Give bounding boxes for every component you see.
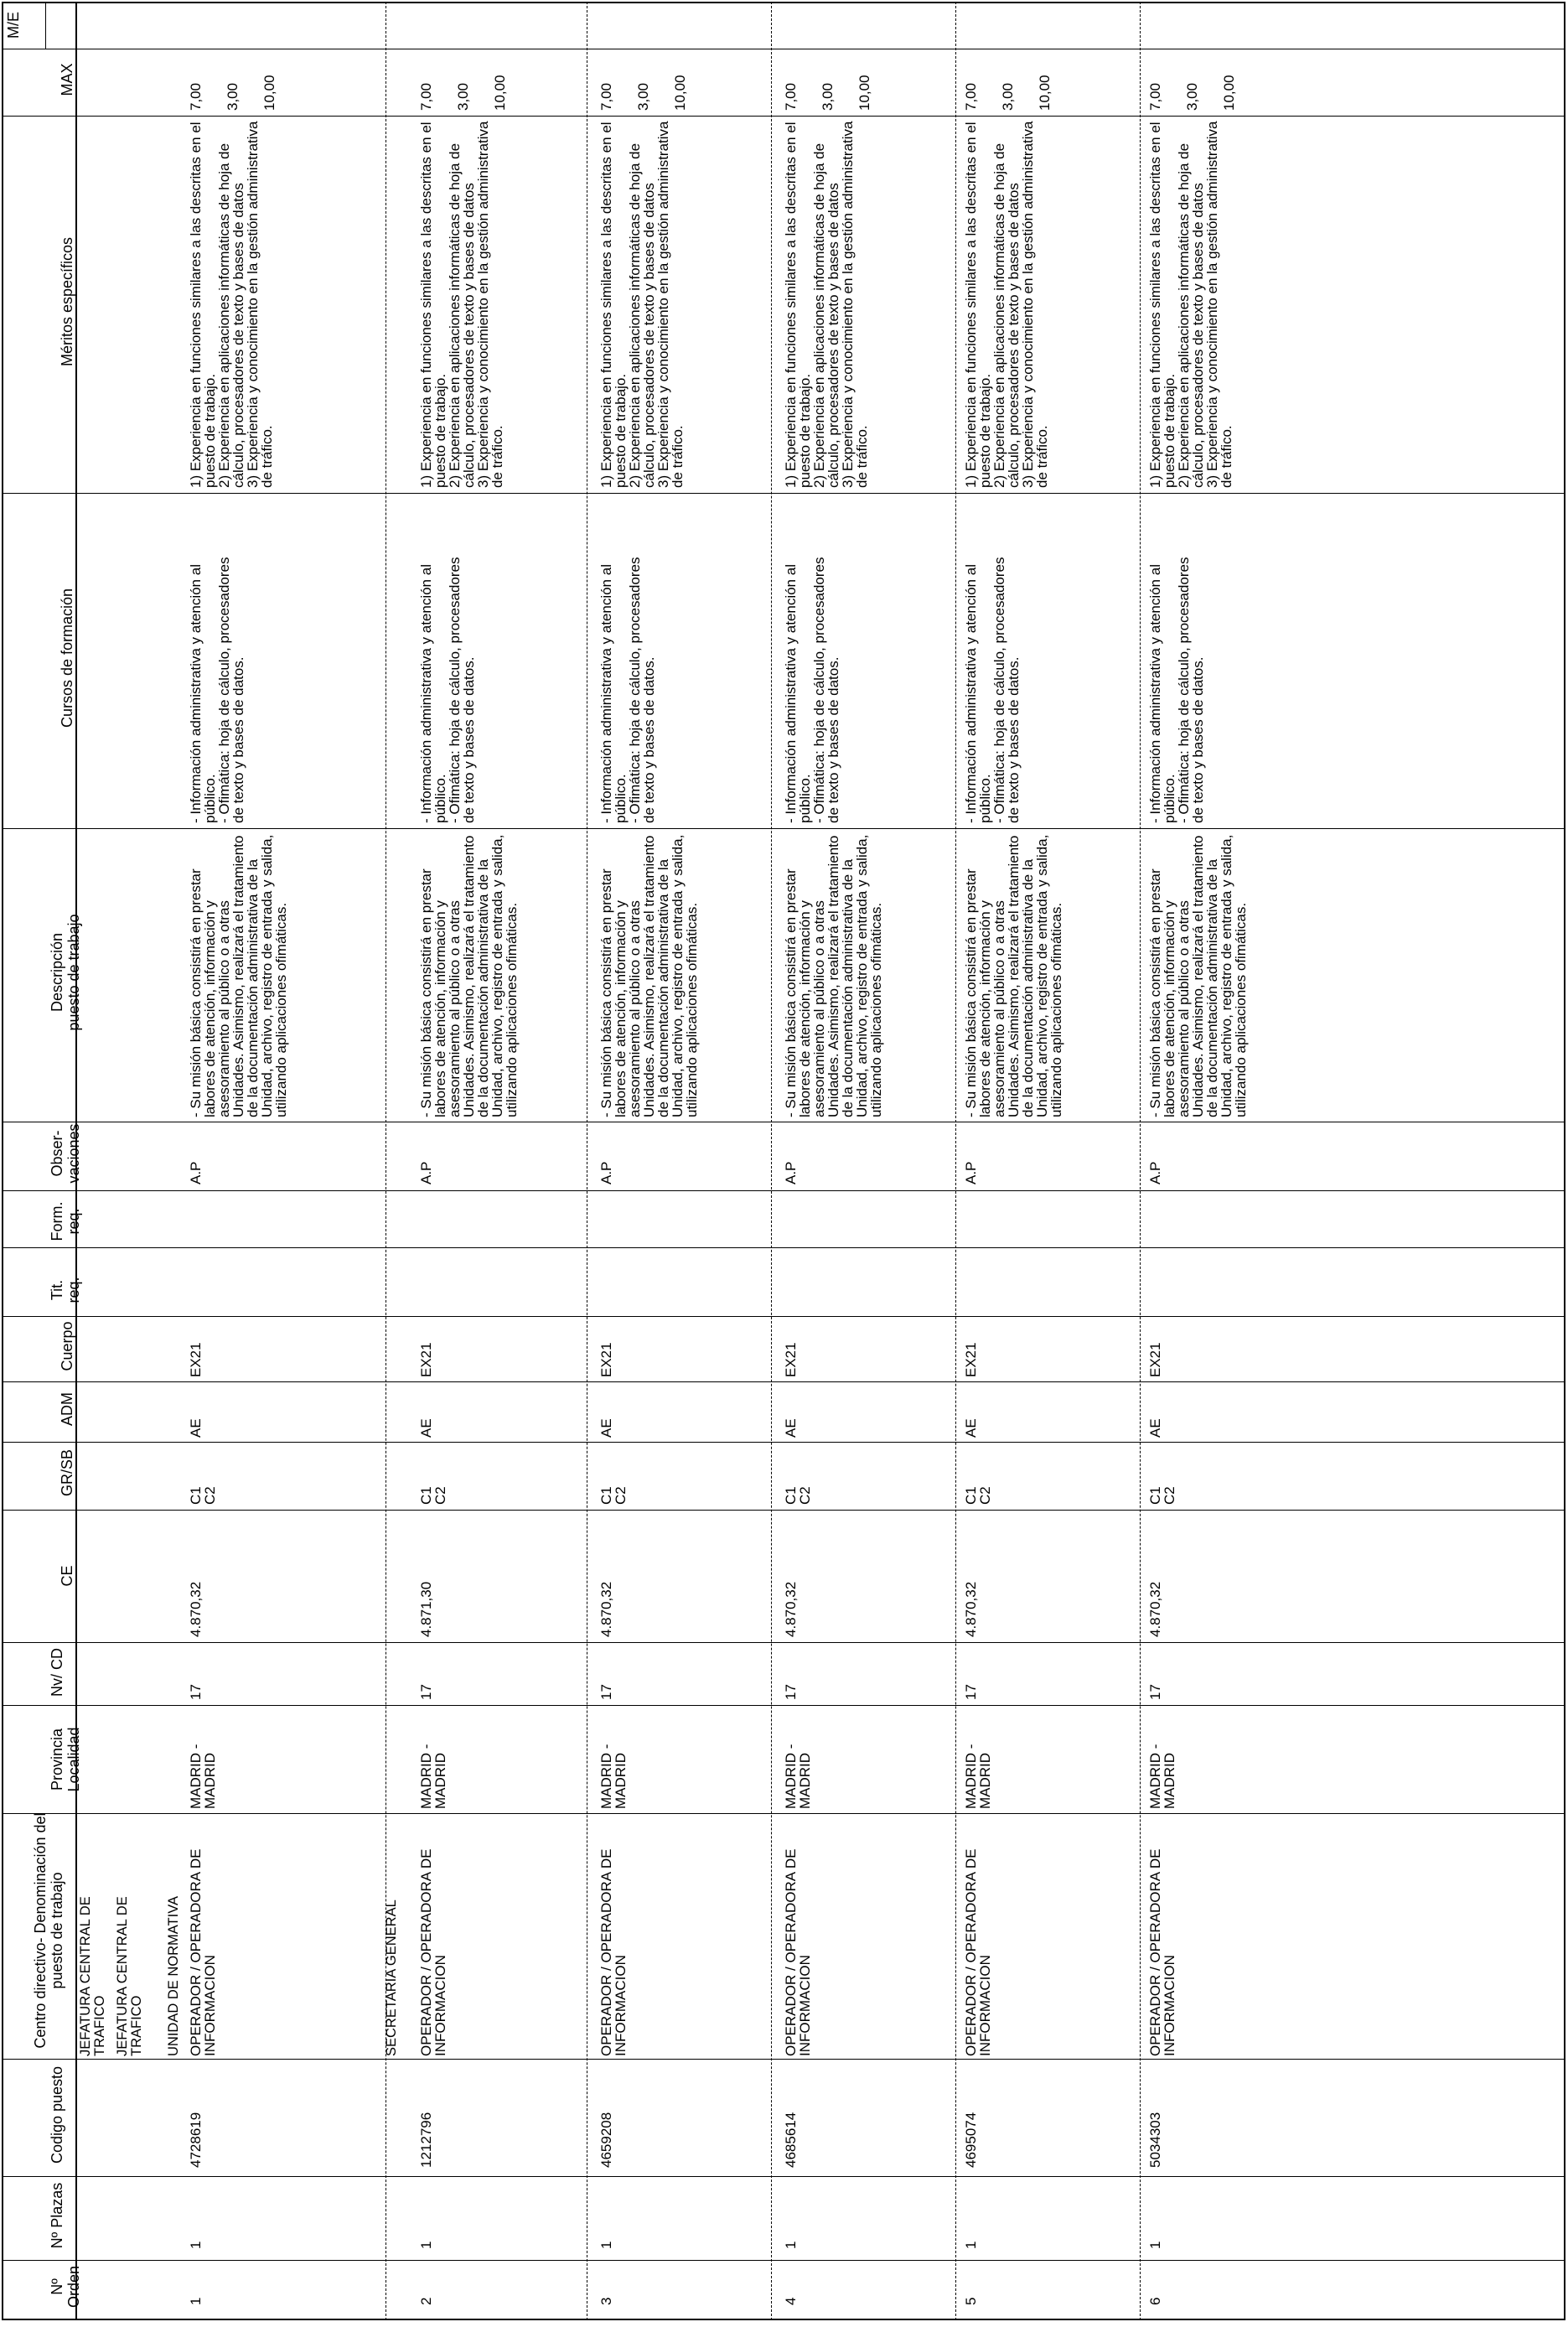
cell-grsb: C1 C2 (418, 1486, 448, 1505)
grid-line (2, 2, 1565, 3)
cell-codigo: 1212796 (418, 2112, 434, 2168)
cell-meritos: 1) Experiencia en funciones similares a las descritas en el puesto de trabajo. 2) Experiencia en aplicaciones informáticas de hoja de cálculo, procesadores de texto y bases de datos 3) Experiencia y conocimiento en la gestión administrativa de tráfico. (1147, 121, 1234, 488)
cell-codigo: 4659208 (598, 2112, 614, 2168)
cell-ce: 4.870,32 (783, 1581, 799, 1637)
cell-max-2: 3,00 (455, 82, 471, 111)
org-secretaria: SECRETARIA GENERAL (384, 1899, 399, 2056)
grid-line (2, 1190, 1565, 1191)
header-tit: Tit. req. (49, 1277, 82, 1303)
grid-line (2, 1247, 1565, 1248)
cell-adm: AE (188, 1418, 204, 1438)
header-cursos: Cursos de formación (59, 588, 75, 728)
grid-line (2, 1642, 1565, 1643)
cell-meritos: 1) Experiencia en funciones similares a las descritas en el puesto de trabajo. 2) Experiencia en aplicaciones informáticas de hoja de cálculo, procesadores de texto y bases de datos 3) Experiencia y conocimiento en la gestión administrativa de tráfico. (598, 121, 686, 488)
cell-meritos: 1) Experiencia en funciones similares a las descritas en el puesto de trabajo. 2) Experiencia en aplicaciones informáticas de hoja de cálculo, procesadores de texto y bases de datos 3) Experiencia y conocimiento en la gestión administrativa de tráfico. (963, 121, 1050, 488)
cell-descripcion: - Su misión básica consistirá en prestar labores de atención, información y asesoramiento al público o a otras Unidades. Asimismo, realizará el tratamiento de la documentación administrativa de la Unidad, archivo, registro de entrada y salida, utilizando aplicaciones ofimáticas. (783, 834, 884, 1117)
header-max: MAX (59, 63, 75, 96)
cell-cursos: - Información administrativa y atención al público. - Ofimática: hoja de cálculo, procesadores de texto y bases de datos. (418, 557, 477, 823)
grid-line (2, 1813, 1565, 1814)
header-codigo: Codigo puesto (49, 2065, 65, 2164)
cell-max-3: 10,00 (672, 75, 688, 111)
cell-max-3: 10,00 (856, 75, 872, 111)
cell-max-2: 3,00 (820, 82, 836, 111)
grid-line (2, 1442, 1565, 1443)
org-jefatura-2: JEFATURA CENTRAL DE TRAFICO (115, 1896, 144, 2056)
cell-meritos: 1) Experiencia en funciones similares a las descritas en el puesto de trabajo. 2) Experiencia en aplicaciones informáticas de hoja de cálculo, procesadores de texto y bases de datos 3) Experiencia y conocimiento en la gestión administrativa de tráfico. (418, 121, 505, 488)
cell-cuerpo: EX21 (783, 1342, 799, 1377)
cell-obs: A.P (1147, 1161, 1163, 1184)
cell-denominacion: OPERADOR / OPERADORA DE INFORMACION (783, 1848, 813, 2056)
cell-cursos: - Información administrativa y atención al público. - Ofimática: hoja de cálculo, procesadores de texto y bases de datos. (1147, 557, 1206, 823)
cell-obs: A.P (783, 1161, 799, 1184)
header-meritos: Méritos específicos (59, 236, 75, 367)
cell-ce: 4.870,32 (1147, 1581, 1163, 1637)
row-separator (1140, 2, 1141, 2320)
cell-max-3: 10,00 (492, 75, 508, 111)
cell-provincia: MADRID - MADRID (1147, 1744, 1177, 1809)
cell-descripcion: - Su misión básica consistirá en prestar labores de atención, información y asesoramiento al público o a otras Unidades. Asimismo, realizará el tratamiento de la documentación administrativa de la Unidad, archivo, registro de entrada y salida, utilizando aplicaciones ofimáticas. (1147, 834, 1249, 1117)
cell-denominacion: OPERADOR / OPERADORA DE INFORMACION (418, 1848, 448, 2056)
cell-obs: A.P (963, 1161, 979, 1184)
grid-line (2, 1381, 1565, 1382)
cell-codigo: 4685614 (783, 2112, 799, 2168)
header-centro: Centro directivo- Denominación del puesto de trabajo (32, 1812, 65, 2049)
cell-plazas: 1 (963, 2241, 979, 2249)
cell-obs: A.P (188, 1161, 204, 1184)
cell-adm: AE (1147, 1418, 1163, 1438)
cell-provincia: MADRID - MADRID (783, 1744, 813, 1809)
cell-provincia: MADRID - MADRID (418, 1744, 448, 1809)
row-separator (955, 2, 956, 2320)
cell-obs: A.P (598, 1161, 614, 1184)
cell-plazas: 1 (783, 2241, 799, 2249)
cell-nivel: 17 (783, 1684, 799, 1700)
cell-max-2: 3,00 (1000, 82, 1016, 111)
cell-plazas: 1 (188, 2241, 204, 2249)
cell-provincia: MADRID - MADRID (188, 1744, 218, 1809)
grid-line (2, 2176, 1565, 2177)
cell-max-1: 7,00 (1147, 82, 1163, 111)
cell-codigo: 4728619 (188, 2112, 204, 2168)
cell-descripcion: - Su misión básica consistirá en prestar labores de atención, información y asesoramiento al público o a otras Unidades. Asimismo, realizará el tratamiento de la documentación administrativa de la Unidad, archivo, registro de entrada y salida, utilizando aplicaciones ofimáticas. (418, 834, 520, 1117)
cell-grsb: C1 C2 (783, 1486, 813, 1505)
cell-max-2: 3,00 (635, 82, 651, 111)
cell-ce: 4.870,32 (188, 1581, 204, 1637)
cell-nivel: 17 (598, 1684, 614, 1700)
header-obs: Obser- vaciones (49, 1123, 82, 1184)
cell-plazas: 1 (598, 2241, 614, 2249)
cell-max-1: 7,00 (963, 82, 979, 111)
header-orden: Nº Orden (49, 2265, 82, 2309)
cell-max-1: 7,00 (418, 82, 434, 111)
grid-line (2, 116, 1565, 117)
grid-line (2, 493, 1565, 494)
cell-plazas: 1 (1147, 2241, 1163, 2249)
cell-meritos: 1) Experiencia en funciones similares a las descritas en el puesto de trabajo. 2) Experiencia en aplicaciones informáticas de hoja de cálculo, procesadores de texto y bases de datos 3) Experiencia y conocimiento en la gestión administrativa de tráfico. (188, 121, 275, 488)
row-separator (771, 2, 772, 2320)
cell-ce: 4.870,32 (963, 1581, 979, 1637)
cell-adm: AE (418, 1418, 434, 1438)
cell-codigo: 5034303 (1147, 2112, 1163, 2168)
cell-cuerpo: EX21 (1147, 1342, 1163, 1377)
cell-max-1: 7,00 (188, 82, 204, 111)
header-grsb: GR/SB (59, 1449, 75, 1497)
cell-denominacion: OPERADOR / OPERADORA DE INFORMACION (1147, 1848, 1177, 2056)
grid-line (2, 1316, 1565, 1317)
cell-max-2: 3,00 (1184, 82, 1200, 111)
cell-descripcion: - Su misión básica consistirá en prestar labores de atención, información y asesoramiento al público o a otras Unidades. Asimismo, realizará el tratamiento de la documentación administrativa de la Unidad, archivo, registro de entrada y salida, utilizando aplicaciones ofimáticas. (598, 834, 700, 1117)
cell-ce: 4.870,32 (598, 1581, 614, 1637)
cell-grsb: C1 C2 (598, 1486, 629, 1505)
grid-line (2, 2260, 1565, 2261)
cell-cuerpo: EX21 (598, 1342, 614, 1377)
header-cuerpo: Cuerpo (59, 1321, 75, 1371)
header-form: Form. req. (49, 1201, 82, 1241)
cell-grsb: C1 C2 (188, 1486, 218, 1505)
header-provincia: Provincia Localidad (49, 1727, 82, 1792)
cell-max-3: 10,00 (261, 75, 277, 111)
cell-adm: AE (598, 1418, 614, 1438)
cell-adm: AE (783, 1418, 799, 1438)
cell-cuerpo: EX21 (418, 1342, 434, 1377)
cell-descripcion: - Su misión básica consistirá en prestar labores de atención, información y asesoramiento al público o a otras Unidades. Asimismo, realizará el tratamiento de la documentación administrativa de la Unidad, archivo, registro de entrada y salida, utilizando aplicaciones ofimáticas. (963, 834, 1064, 1117)
header-ce: CE (59, 1565, 75, 1587)
org-jefatura-1: JEFATURA CENTRAL DE TRAFICO (78, 1896, 107, 2056)
cell-codigo: 4695074 (963, 2112, 979, 2168)
cell-max-3: 10,00 (1221, 75, 1237, 111)
cell-denominacion: OPERADOR / OPERADORA DE INFORMACION (188, 1848, 218, 2056)
cell-max-1: 7,00 (598, 82, 614, 111)
grid-line (2, 1705, 1565, 1706)
cell-nivel: 17 (1147, 1684, 1163, 1700)
org-unidad: UNIDAD DE NORMATIVA (166, 1896, 181, 2056)
cell-obs: A.P (418, 1161, 434, 1184)
cell-descripcion: - Su misión básica consistirá en prestar labores de atención, información y asesoramiento al público o a otras Unidades. Asimismo, realizará el tratamiento de la documentación administrativa de la Unidad, archivo, registro de entrada y salida, utilizando aplicaciones ofimáticas. (188, 834, 289, 1117)
cell-denominacion: OPERADOR / OPERADORA DE INFORMACION (598, 1848, 629, 2056)
header-descripcion: Descripción puesto de trabajo (49, 914, 82, 1031)
header-nivel: Nv/ CD (49, 1648, 65, 1697)
cell-denominacion: OPERADOR / OPERADORA DE INFORMACION (963, 1848, 993, 2056)
cell-grsb: C1 C2 (963, 1486, 993, 1505)
cell-orden: 6 (1147, 2297, 1163, 2305)
cell-meritos: 1) Experiencia en funciones similares a las descritas en el puesto de trabajo. 2) Experiencia en aplicaciones informáticas de hoja de cálculo, procesadores de texto y bases de datos 3) Experiencia y conocimiento en la gestión administrativa de tráfico. (783, 121, 870, 488)
cell-nivel: 17 (188, 1684, 204, 1700)
cell-nivel: 17 (963, 1684, 979, 1700)
header-plazas: Nº Plazas (49, 2182, 65, 2249)
grid-line (2, 828, 1565, 829)
cell-nivel: 17 (418, 1684, 434, 1700)
grid-line (2, 2, 3, 2320)
cell-orden: 3 (598, 2297, 614, 2305)
cell-plazas: 1 (418, 2241, 434, 2249)
cell-provincia: MADRID - MADRID (963, 1744, 993, 1809)
cell-cursos: - Información administrativa y atención al público. - Ofimática: hoja de cálculo, procesadores de texto y bases de datos. (783, 557, 841, 823)
grid-line (2, 1510, 1565, 1511)
cell-cursos: - Información administrativa y atención al público. - Ofimática: hoja de cálculo, procesadores de texto y bases de datos. (598, 557, 657, 823)
cell-cuerpo: EX21 (963, 1342, 979, 1377)
cell-cursos: - Información administrativa y atención al público. - Ofimática: hoja de cálculo, procesadores de texto y bases de datos. (188, 557, 246, 823)
cell-orden: 2 (418, 2297, 434, 2305)
cell-orden: 1 (188, 2297, 204, 2305)
grid-line (45, 2, 46, 49)
cell-adm: AE (963, 1418, 979, 1438)
cell-grsb: C1 C2 (1147, 1486, 1177, 1505)
grid-line (2, 2319, 1565, 2320)
cell-cursos: - Información administrativa y atención al público. - Ofimática: hoja de cálculo, procesadores de texto y bases de datos. (963, 557, 1022, 823)
header-me: M/E (5, 12, 22, 39)
cell-cuerpo: EX21 (188, 1342, 204, 1377)
cell-max-2: 3,00 (225, 82, 241, 111)
cell-ce: 4.871,30 (418, 1581, 434, 1637)
cell-max-3: 10,00 (1037, 75, 1053, 111)
cell-orden: 4 (783, 2297, 799, 2305)
cell-max-1: 7,00 (783, 82, 799, 111)
cell-provincia: MADRID - MADRID (598, 1744, 629, 1809)
grid-line (1564, 2, 1565, 2320)
cell-orden: 5 (963, 2297, 979, 2305)
header-adm: ADM (59, 1392, 75, 1426)
